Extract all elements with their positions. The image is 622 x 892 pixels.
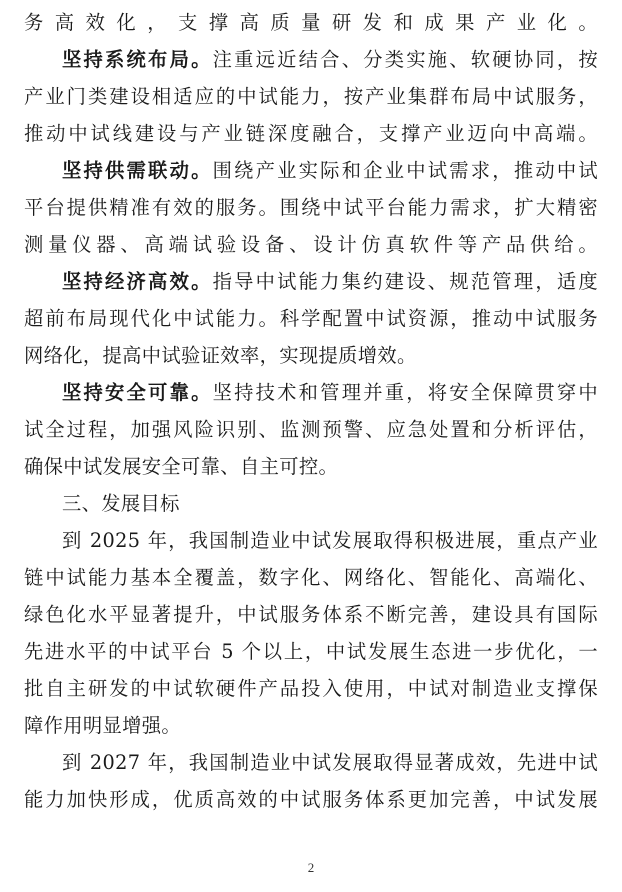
line-text: 注重远近结合、分类实施、软硬协同，按	[212, 48, 598, 71]
text-line	[24, 448, 598, 485]
text-line	[24, 707, 598, 744]
line-text: 试全过程，加强风险识别、监测预警、应急处置和分析评估，	[24, 418, 598, 441]
text-line	[24, 226, 598, 263]
paragraph-first-line	[24, 744, 598, 781]
line-text: 绿色化水平显著提升，中试服务体系不断完善，建设具有国际	[24, 603, 598, 626]
text-line	[24, 337, 598, 374]
section-heading-line	[24, 485, 598, 522]
text-line	[24, 78, 598, 115]
line-text: 务高效化，支撑高质量研发和成果产业化。	[24, 11, 598, 34]
line-text: 到 2027 年，我国制造业中试发展取得显著成效，先进中试	[62, 751, 598, 774]
paragraph-heading: 坚持经济高效。	[62, 270, 213, 293]
text-line	[24, 559, 598, 596]
section-heading: 三、发展目标	[62, 492, 180, 515]
line-text: 确保中试发展安全可靠、自主可控。	[24, 455, 339, 478]
line-text: 坚持技术和管理并重，将安全保障贯穿中	[212, 381, 598, 404]
paragraph-first-line	[24, 374, 598, 411]
document-page	[24, 4, 598, 818]
text-line	[24, 633, 598, 670]
line-text: 推动中试线建设与产业链深度融合，支撑产业迈向中高端。	[24, 122, 598, 145]
line-text: 能力加快形成，优质高效的中试服务体系更加完善，中试发展	[24, 788, 598, 811]
text-line	[24, 4, 598, 41]
text-line	[24, 596, 598, 633]
text-line	[24, 189, 598, 226]
paragraph-heading: 坚持系统布局。	[62, 48, 213, 71]
paragraph-first-line	[24, 152, 598, 189]
line-text: 先进水平的中试平台 5 个以上，中试发展生态进一步优化，一	[24, 640, 598, 663]
line-text: 障作用明显增强。	[24, 714, 182, 737]
line-text: 到 2025 年，我国制造业中试发展取得积极进展，重点产业	[62, 529, 598, 552]
line-text: 围绕产业实际和企业中试需求，推动中试	[212, 159, 598, 182]
text-line	[24, 670, 598, 707]
line-text: 平台提供精准有效的服务。围绕中试平台能力需求，扩大精密	[24, 196, 598, 219]
paragraph-heading: 坚持安全可靠。	[62, 381, 213, 404]
paragraph-first-line	[24, 263, 598, 300]
line-text: 网络化，提高中试验证效率，实现提质增效。	[24, 344, 417, 367]
paragraph-heading: 坚持供需联动。	[62, 159, 213, 182]
line-text: 链中试能力基本全覆盖，数字化、网络化、智能化、高端化、	[24, 566, 598, 589]
text-line	[24, 781, 598, 818]
text-line	[24, 300, 598, 337]
text-line	[24, 115, 598, 152]
page-number: 2	[307, 860, 315, 875]
paragraph-first-line	[24, 41, 598, 78]
line-text: 产业门类建设相适应的中试能力，按产业集群布局中试服务，	[24, 85, 598, 108]
line-text: 测量仪器、高端试验设备、设计仿真软件等产品供给。	[24, 233, 598, 256]
text-line	[24, 411, 598, 448]
line-text: 指导中试能力集约建设、规范管理，适度	[212, 270, 598, 293]
line-text: 批自主研发的中试软硬件产品投入使用，中试对制造业支撑保	[24, 677, 598, 700]
paragraph-first-line	[24, 522, 598, 559]
line-text: 超前布局现代化中试能力。科学配置中试资源，推动中试服务	[24, 307, 598, 330]
